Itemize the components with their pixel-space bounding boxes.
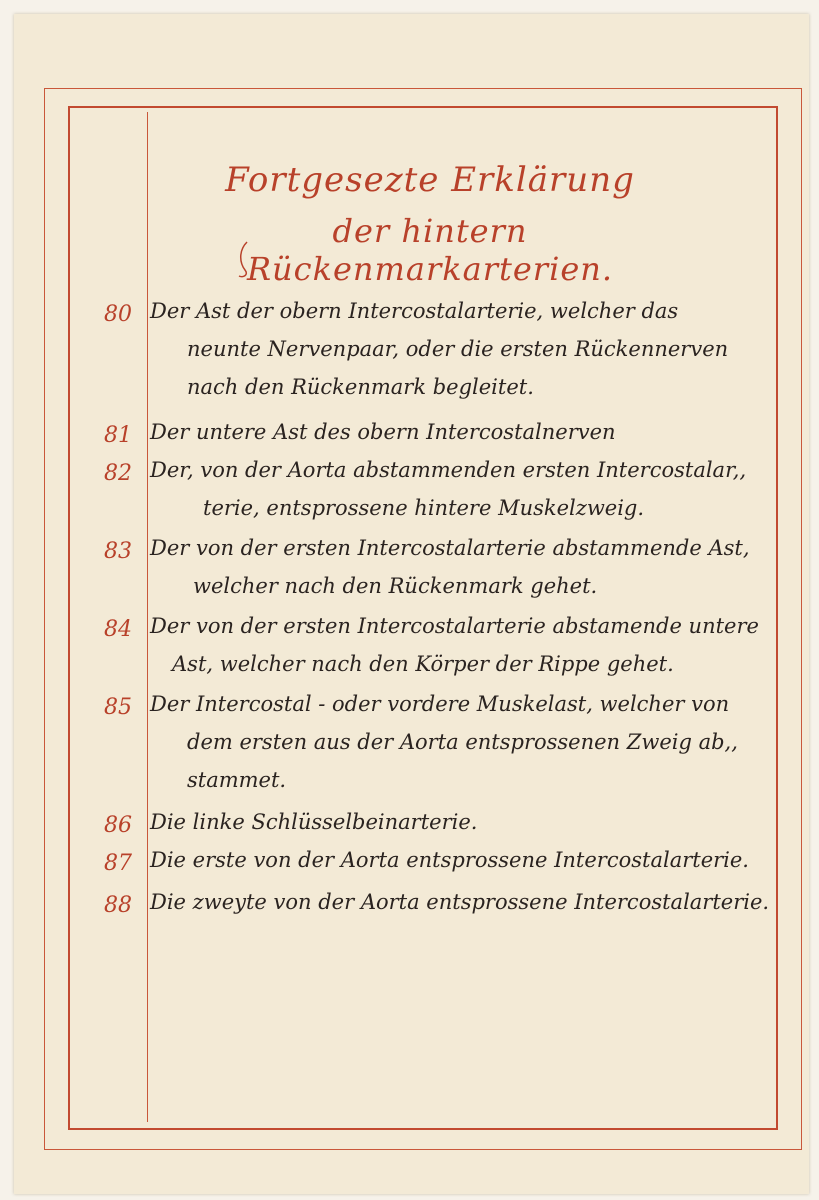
entry-line: terie, entsprossene hintere Muskelzweig. xyxy=(203,496,645,520)
page-title-line-2: der hintern Rückenmarkarterien. xyxy=(246,212,614,288)
entry-line: welcher nach den Rückenmark gehet. xyxy=(193,574,598,598)
entry-line: Ast, welcher nach den Körper der Rippe gehet. xyxy=(172,652,674,676)
entry-line: Die linke Schlüsselbeinarterie. xyxy=(150,810,478,834)
title-flourish-icon xyxy=(225,240,265,280)
entry-number: 83 xyxy=(104,539,132,564)
entry-number: 80 xyxy=(104,302,132,327)
entry-number: 82 xyxy=(104,461,132,486)
entry-number: 85 xyxy=(104,695,132,720)
entry-line: Der von der ersten Intercostalarterie abstammende Ast, xyxy=(150,536,750,560)
entry-line: Der Ast der obern Intercostalarterie, welcher das xyxy=(150,299,679,323)
entry-number: 87 xyxy=(104,851,132,876)
entry-number: 81 xyxy=(104,423,132,448)
entry-line: Die zweyte von der Aorta entsprossene Intercostalarterie. xyxy=(150,890,770,914)
entry-line: neunte Nervenpaar, oder die ersten Rückennerven xyxy=(187,337,729,361)
entry-line: Die erste von der Aorta entsprossene Intercostalarterie. xyxy=(150,848,749,872)
page-title-line-1: Fortgesezte Erklärung xyxy=(225,160,635,200)
entry-number: 86 xyxy=(104,813,132,838)
entry-number: 88 xyxy=(104,893,132,918)
entry-line: Der untere Ast des obern Intercostalnerven xyxy=(150,420,616,444)
entry-line: Der Intercostal - oder vordere Muskelast, welcher von xyxy=(150,692,730,716)
entry-number: 84 xyxy=(104,617,132,642)
entry-line: Der von der ersten Intercostalarterie abstamende untere xyxy=(150,614,759,638)
entry-line: Der, von der Aorta abstammenden ersten Intercostalar,, xyxy=(150,458,747,482)
entry-line: dem ersten aus der Aorta entsprossenen Zweig ab,, xyxy=(187,730,738,754)
margin-rule xyxy=(147,112,148,1122)
entry-line: stammet. xyxy=(187,768,287,792)
entry-line: nach den Rückenmark begleitet. xyxy=(187,375,534,399)
